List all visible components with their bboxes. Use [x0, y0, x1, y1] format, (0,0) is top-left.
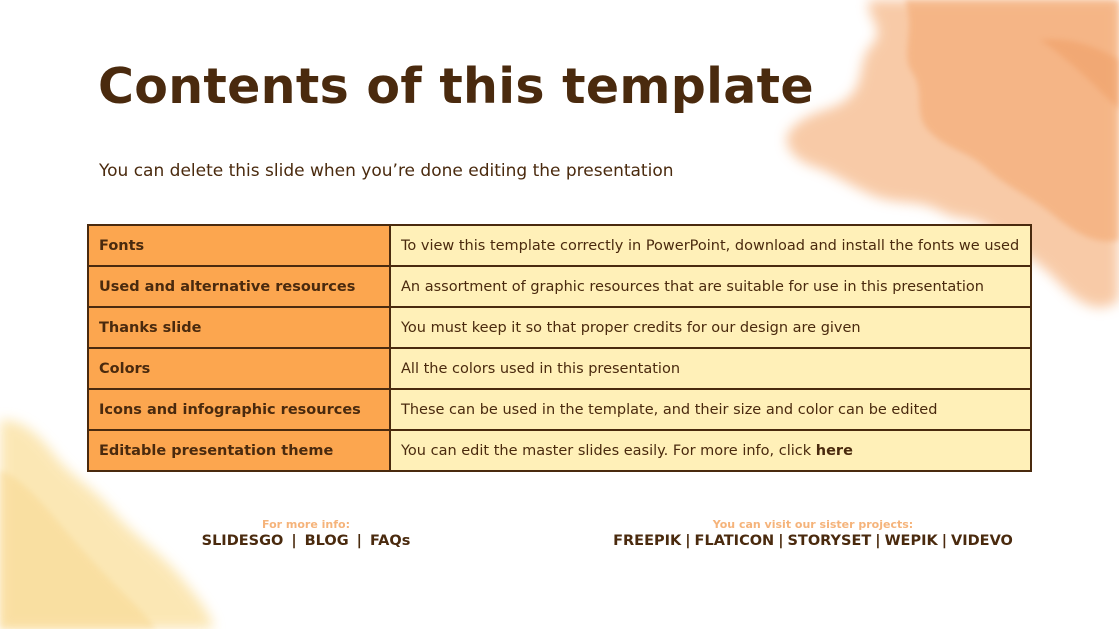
row-description: An assortment of graphic resources that are suitable for use in this presentation	[390, 266, 1031, 307]
footer-sister-projects	[612, 518, 1014, 549]
row-description-text: You can edit the master slides easily. For more info, click	[401, 442, 816, 459]
blog-link[interactable]: BLOG	[304, 533, 349, 549]
page-title: Contents of this template	[98, 58, 814, 115]
row-description: These can be used in the template, and their size and color can be edited	[390, 389, 1031, 430]
link-separator: |	[291, 533, 297, 549]
link-separator: |	[356, 533, 362, 549]
link-separator: |	[685, 533, 691, 549]
footer-caption: You can visit our sister projects:	[712, 518, 914, 531]
link-separator: |	[875, 533, 881, 549]
contents-table	[87, 224, 1032, 472]
row-label: Used and alternative resources	[88, 266, 390, 307]
row-description-with-link	[390, 430, 1031, 471]
row-description: All the colors used in this presentation	[390, 348, 1031, 389]
freepik-link[interactable]: FREEPIK	[613, 533, 682, 549]
row-label: Icons and infographic resources	[88, 389, 390, 430]
table-row	[88, 348, 1031, 389]
row-label: Thanks slide	[88, 307, 390, 348]
row-description: You must keep it so that proper credits for our design are given	[390, 307, 1031, 348]
table-row	[88, 389, 1031, 430]
row-label: Fonts	[88, 225, 390, 266]
slidesgo-link[interactable]: SLIDESGO	[201, 533, 284, 549]
row-description: To view this template correctly in PowerPoint, download and install the fonts we used	[390, 225, 1031, 266]
table-row	[88, 225, 1031, 266]
footer-caption: For more info:	[262, 518, 350, 531]
videvo-link[interactable]: VIDEVO	[951, 533, 1013, 549]
footer-more-info	[200, 518, 412, 549]
flaticon-link[interactable]: FLATICON	[694, 533, 775, 549]
table-row	[88, 307, 1031, 348]
table-row	[88, 430, 1031, 471]
row-label: Colors	[88, 348, 390, 389]
wepik-link[interactable]: WEPIK	[884, 533, 938, 549]
footer-links	[612, 533, 1014, 549]
storyset-link[interactable]: STORYSET	[787, 533, 872, 549]
here-link[interactable]: here	[815, 442, 853, 459]
row-label: Editable presentation theme	[88, 430, 390, 471]
faqs-link[interactable]: FAQs	[369, 533, 411, 549]
footer-links	[200, 533, 412, 549]
table-row	[88, 266, 1031, 307]
page-subtitle: You can delete this slide when you’re done editing the presentation	[99, 161, 674, 181]
link-separator: |	[778, 533, 784, 549]
link-separator: |	[941, 533, 948, 549]
